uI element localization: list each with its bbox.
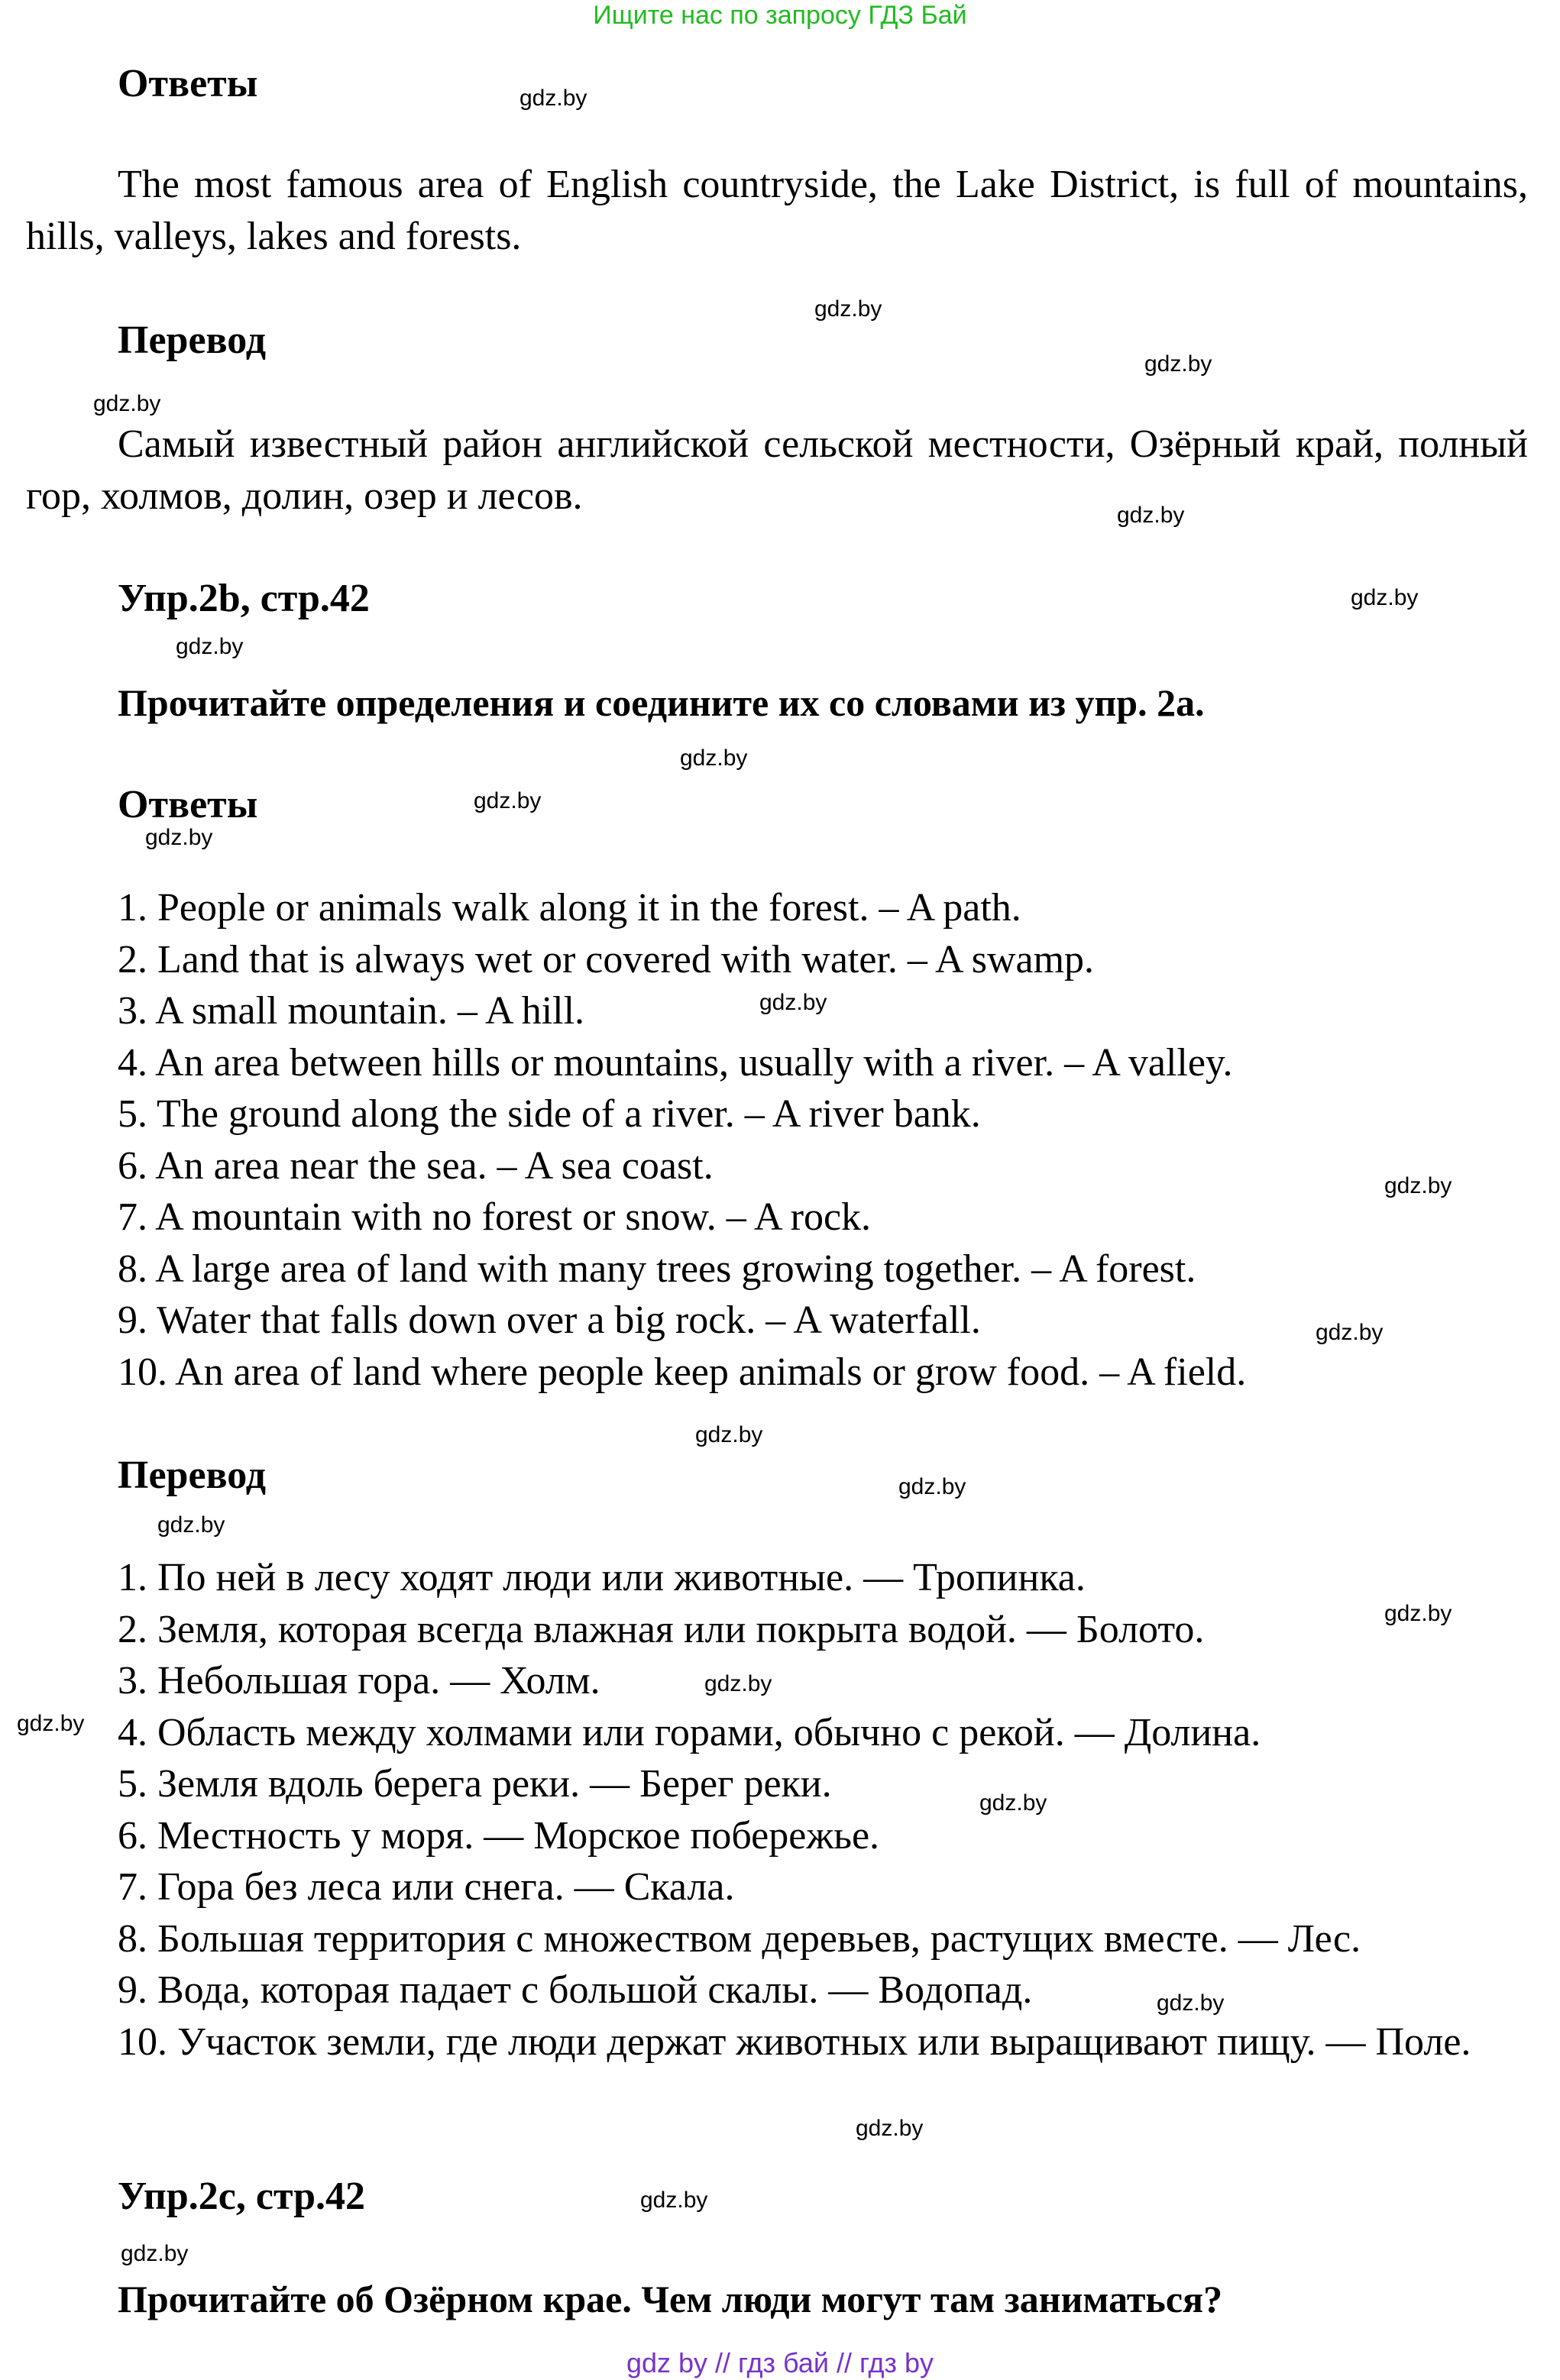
watermark: gdz.by xyxy=(898,1474,966,1499)
watermark: gdz.by xyxy=(474,788,542,813)
watermark: gdz.by xyxy=(814,296,882,322)
watermark: gdz.by xyxy=(176,634,244,659)
list-item: 9. Вода, которая падает с большой скалы. — Водопад. xyxy=(118,1968,1033,2012)
answers-heading: Ответы xyxy=(118,62,258,105)
list-item: 10. Участок земли, где люди держат животных или выращивают пищу. — Поле. xyxy=(118,2019,1471,2064)
list-item: 3. Небольшая гора. — Холм. xyxy=(118,1659,600,1703)
footer-links[interactable]: gdz by // гдз бай // гдз by xyxy=(626,2347,934,2378)
list-item: 7. Гора без леса или снега. — Скала. xyxy=(118,1865,735,1909)
watermark: gdz.by xyxy=(121,2241,189,2266)
watermark: gdz.by xyxy=(157,1512,225,1538)
watermark: gdz.by xyxy=(1384,1601,1452,1626)
watermark: gdz.by xyxy=(759,990,827,1015)
watermark: gdz.by xyxy=(1384,1173,1452,1198)
exercise-2b-translation-heading: Перевод xyxy=(118,1454,267,1497)
watermark: gdz.by xyxy=(145,825,213,850)
list-item: 8. Большая территория с множеством деревьев, растущих вместе. — Лес. xyxy=(118,1916,1361,1961)
watermark: gdz.by xyxy=(17,1711,85,1736)
list-item: 1. People or animals walk along it in the forest. – A path. xyxy=(118,886,1021,930)
watermark: gdz.by xyxy=(1316,1320,1384,1345)
list-item: 9. Water that falls down over a big rock. – A waterfall. xyxy=(118,1298,981,1342)
exercise-2b-task: Прочитайте определения и соедините их со словами из упр. 2а. xyxy=(118,681,1205,724)
list-item: 5. The ground along the side of a river. – A river bank. xyxy=(118,1092,981,1136)
answer-paragraph: The most famous area of English countryside, the Lake District, is full of mountains, hills, valleys, lakes and forests. xyxy=(26,163,1528,258)
watermark: gdz.by xyxy=(1351,585,1419,610)
watermark: gdz.by xyxy=(1144,351,1212,377)
list-item: 5. Земля вдоль берега реки. — Берег реки. xyxy=(118,1762,832,1806)
list-item: 8. A large area of land with many trees growing together. – A forest. xyxy=(118,1247,1196,1291)
watermark: gdz.by xyxy=(680,745,748,771)
list-item: 1. По ней в лесу ходят люди или животные. — Тропинка. xyxy=(118,1556,1086,1599)
watermark: gdz.by xyxy=(93,391,161,416)
watermark: gdz.by xyxy=(979,1790,1047,1816)
translation-paragraph: Самый известный район английской сельской местности, Озёрный край, полный гор, холмов, долин, озер и лесов. xyxy=(26,422,1528,518)
list-item: 2. Land that is always wet or covered with water. – A swamp. xyxy=(118,937,1095,981)
watermark: gdz.by xyxy=(704,1671,772,1696)
list-item: 4. An area between hills or mountains, usually with a river. – A valley. xyxy=(118,1040,1233,1085)
translation-heading: Перевод xyxy=(118,319,267,362)
list-item: 7. A mountain with no forest or snow. – A rock. xyxy=(118,1195,872,1239)
exercise-2c-title: Упр.2c, стр.42 xyxy=(118,2175,366,2218)
watermark: gdz.by xyxy=(856,2116,924,2141)
watermark: gdz.by xyxy=(519,86,587,111)
list-item: 4. Область между холмами или горами, обычно с рекой. — Долина. xyxy=(118,1710,1261,1754)
list-item: 6. Местность у моря. — Морское побережье. xyxy=(118,1813,880,1858)
watermark: gdz.by xyxy=(1117,503,1185,528)
watermark: gdz.by xyxy=(1157,1990,1225,2016)
exercise-2b-title: Упр.2b, стр.42 xyxy=(118,577,370,620)
list-item: 6. An area near the sea. – A sea coast. xyxy=(118,1143,714,1188)
list-item: 2. Земля, которая всегда влажная или покрыта водой. — Болото. xyxy=(118,1607,1205,1651)
exercise-2b-answers-heading: Ответы xyxy=(118,783,258,826)
list-item: 10. An area of land where people keep animals or grow food. – A field. xyxy=(118,1350,1247,1394)
watermark: gdz.by xyxy=(695,1422,763,1447)
watermark: gdz.by xyxy=(640,2188,708,2213)
header-search-link[interactable]: Ищите нас по запросу ГДЗ Бай xyxy=(593,1,967,30)
exercise-2c-task: Прочитайте об Озёрном крае. Чем люди могут там заниматься? xyxy=(118,2278,1223,2320)
translations-list xyxy=(118,1552,1531,2068)
list-item: 3. A small mountain. – A hill. xyxy=(118,989,585,1033)
